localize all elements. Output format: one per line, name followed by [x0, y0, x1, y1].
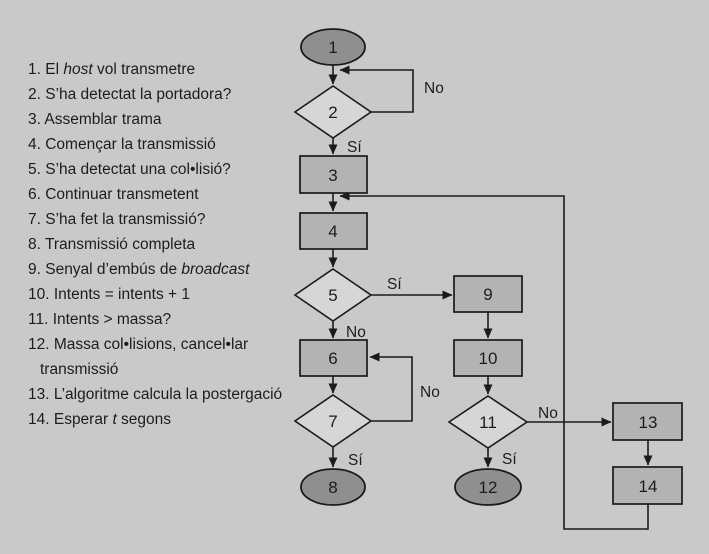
node-11-label: 11 — [479, 413, 497, 432]
node-13-label: 13 — [638, 413, 658, 432]
edge-label-2-yes: Sí — [347, 139, 362, 156]
legend-item-14: 14. Esperar t segons — [28, 411, 172, 428]
edge-label-2-no: No — [424, 80, 444, 97]
legend-item-4: 4. Començar la transmissió — [28, 136, 216, 153]
legend-item-6: 6. Continuar transmetent — [28, 186, 199, 203]
legend-item-13: 13. L’algoritme calcula la postergació — [28, 386, 283, 403]
node-14-label: 14 — [638, 477, 658, 496]
node-1-label: 1 — [328, 38, 338, 57]
edge-label-11-yes: Sí — [502, 451, 517, 468]
legend-item-8: 8. Transmissió completa — [28, 236, 196, 253]
legend-item-7: 7. S’ha fet la transmissió? — [28, 211, 206, 228]
node-7-label: 7 — [328, 412, 338, 431]
node-8-label: 8 — [328, 478, 338, 497]
edge-label-7-yes: Sí — [348, 452, 363, 469]
edge-label-5-no: No — [346, 324, 366, 341]
legend-item-9: 9. Senyal d’embús de broadcast — [28, 261, 250, 278]
node-2-label: 2 — [328, 103, 338, 122]
edge-label-7-no: No — [420, 384, 440, 401]
legend-item-5: 5. S’ha detectat una col•lisió? — [28, 161, 231, 178]
legend-item-3: 3. Assemblar trama — [28, 111, 162, 128]
node-3-label: 3 — [328, 166, 338, 185]
node-10-label: 10 — [478, 349, 498, 368]
node-6-label: 6 — [328, 349, 338, 368]
legend-item-11: 11. Intents > massa? — [28, 311, 172, 328]
node-5-label: 5 — [328, 286, 338, 305]
legend-item-12: 12. Massa col•lisions, cancel•lar transmissió — [28, 336, 249, 378]
edge-label-11-no: No — [538, 405, 558, 422]
edge-7-6-loop — [370, 357, 412, 421]
node-9-label: 9 — [483, 285, 493, 304]
node-12-label: 12 — [478, 478, 498, 497]
legend-item-2: 2. S’ha detectat la portadora? — [28, 86, 232, 103]
legend-item-10: 10. Intents = intents + 1 — [28, 286, 191, 303]
legend-item-1: 1. El host vol transmetre — [28, 61, 196, 78]
node-4-label: 4 — [328, 222, 338, 241]
edge-label-5-yes: Sí — [387, 276, 402, 293]
